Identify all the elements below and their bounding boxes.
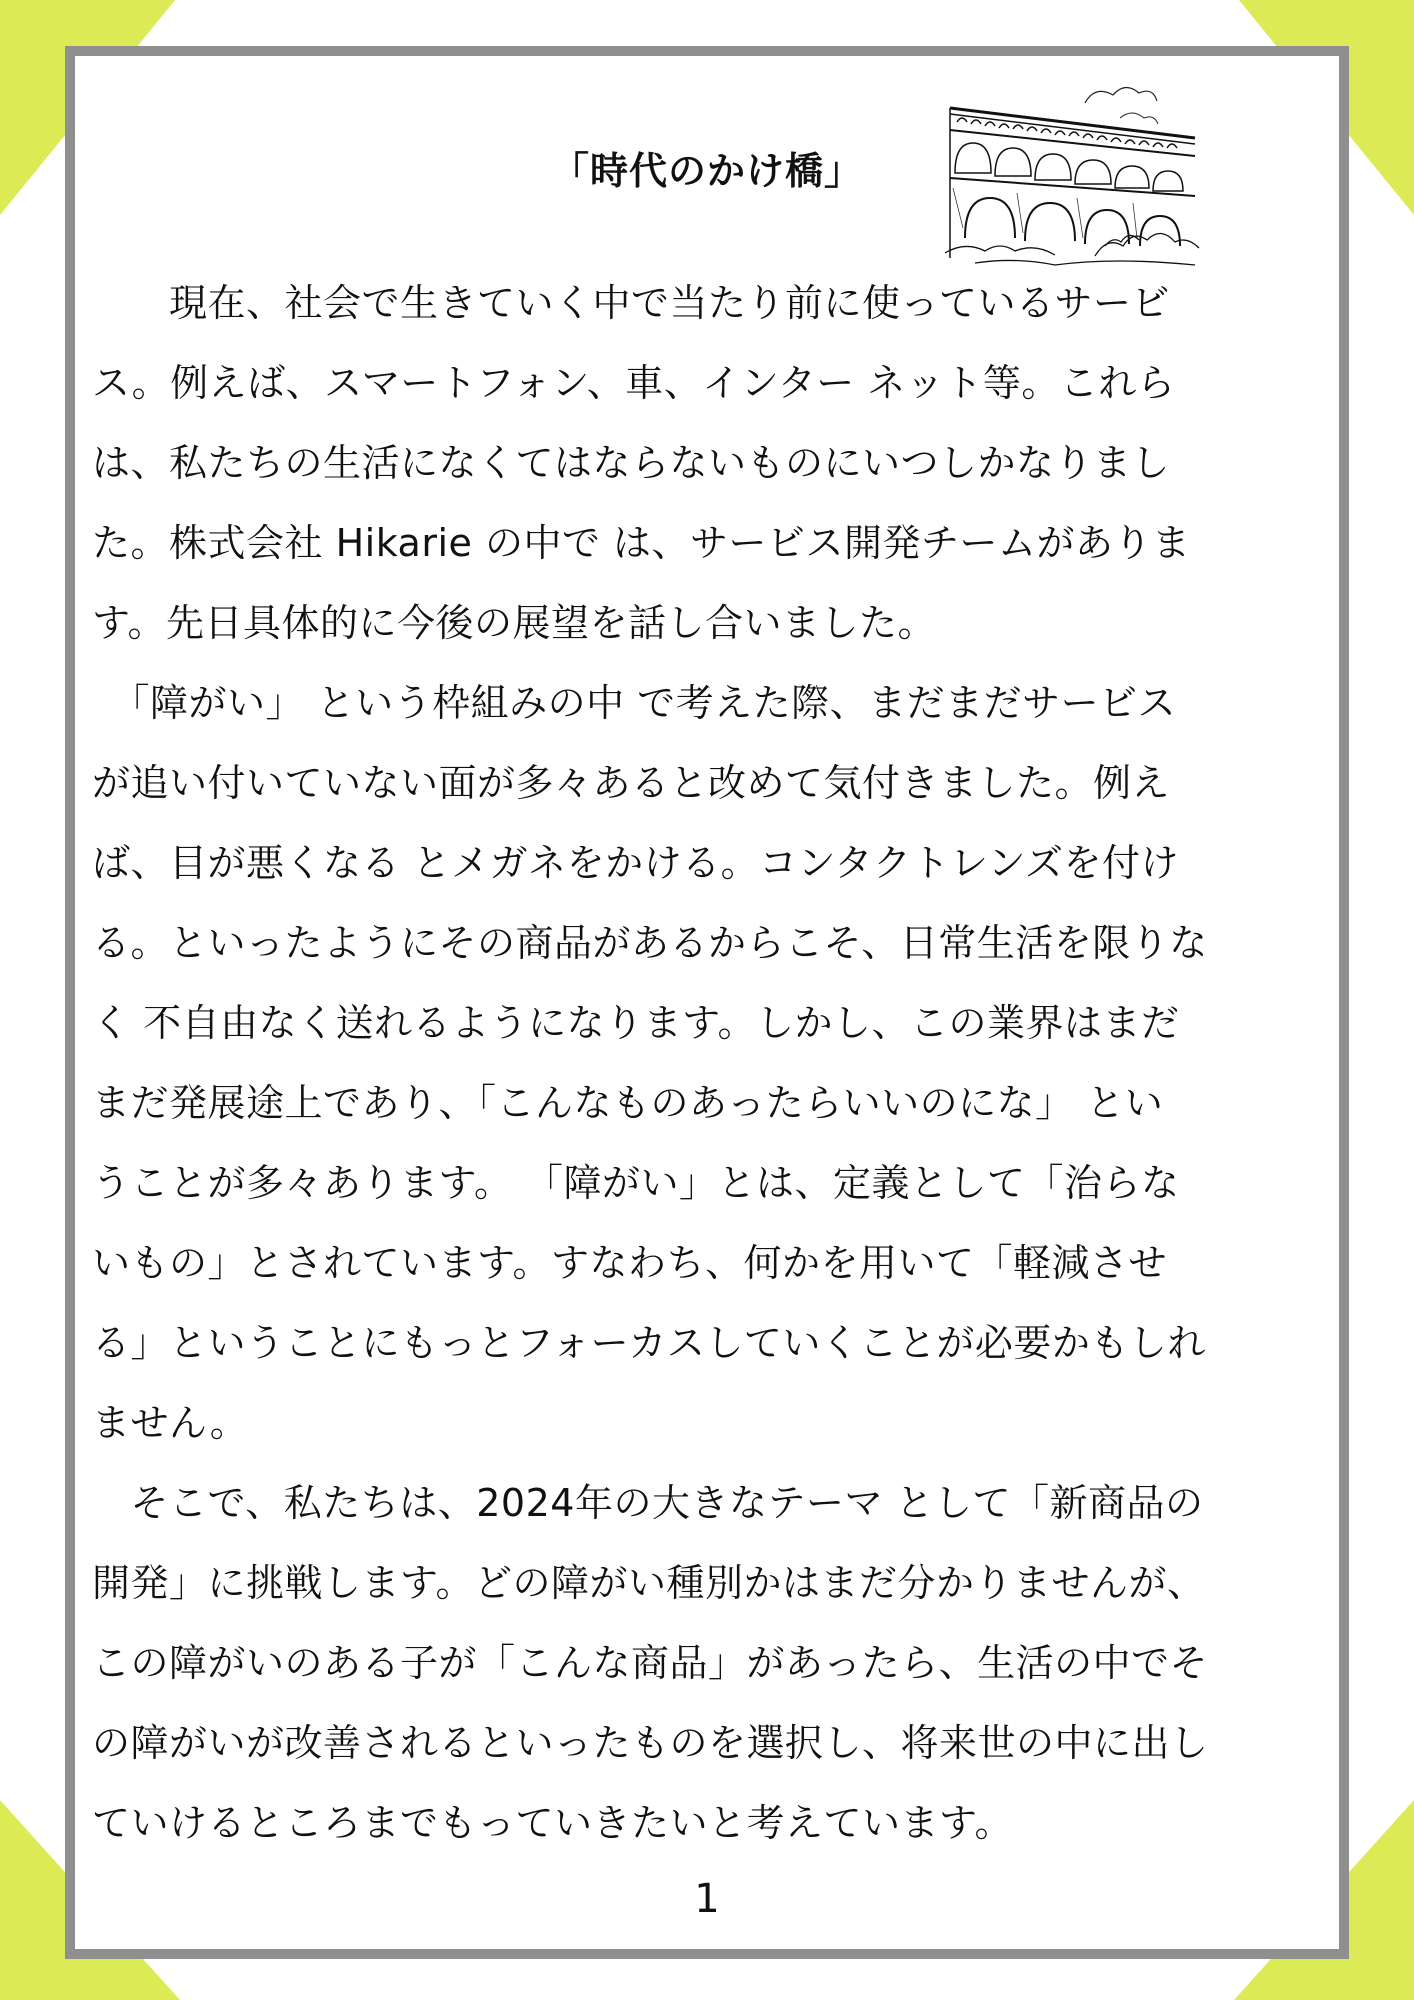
text-line: す。先日具体的に今後の展望を話し合いました。 — [92, 601, 936, 645]
page-title: 「時代のかけ橋」 — [550, 149, 863, 193]
text-line: が追い付いていない面が多々あると改めて気付きました。例え — [92, 761, 1171, 805]
text-line: る。といったようにその商品があるからこそ、日常生活を限りな — [92, 921, 1208, 965]
text-line: 現在、社会で生きていく中で当たり前に使っているサービ — [92, 281, 1171, 325]
page-number: 1 — [694, 1876, 720, 1922]
text-line: ス。例えば、スマートフォン、車、インター ネット等。これら — [92, 361, 1176, 405]
text-line: く 不自由なく送れるようになります。しかし、この業界はまだ — [92, 1001, 1180, 1045]
text-line: いもの」とされています。すなわち、何かを用いて「軽減させ — [92, 1241, 1167, 1285]
body-text — [92, 263, 1332, 1863]
text-line: 開発」に挑戦します。どの障がい種別かはまだ分かりませんが、 — [92, 1561, 1206, 1605]
text-line: は、私たちの生活になくてはならないものにいつしかなりまし — [92, 441, 1171, 485]
text-line: うことが多々あります。 「障がい」とは、定義として「治らな — [92, 1161, 1180, 1205]
text-line: そこで、私たちは、2024年の大きなテーマ として「新商品の — [92, 1481, 1204, 1525]
text-line: 「障がい」 という枠組みの中 で考えた際、まだまだサービス — [92, 681, 1177, 725]
text-line: まだ発展途上であり、「こんなものあったらいいのにな」 とい — [92, 1081, 1164, 1125]
text-line: の障がいが改善されるといったものを選択し、将来世の中に出し — [92, 1721, 1209, 1765]
text-line: ません。 — [92, 1401, 249, 1445]
text-line: この障がいのある子が「こんな商品」があったら、生活の中でそ — [92, 1641, 1209, 1685]
text-line: る」ということにもっとフォーカスしていくことが必要かもしれ — [92, 1321, 1206, 1365]
text-line: ていけるところまでもっていきたいと考えています。 — [92, 1801, 1013, 1845]
text-line: た。株式会社 Hikarie の中で は、サービス開発チームがありま — [92, 521, 1191, 565]
text-line: ば、目が悪くなる とメガネをかける。コンタクトレンズを付け — [92, 841, 1179, 885]
